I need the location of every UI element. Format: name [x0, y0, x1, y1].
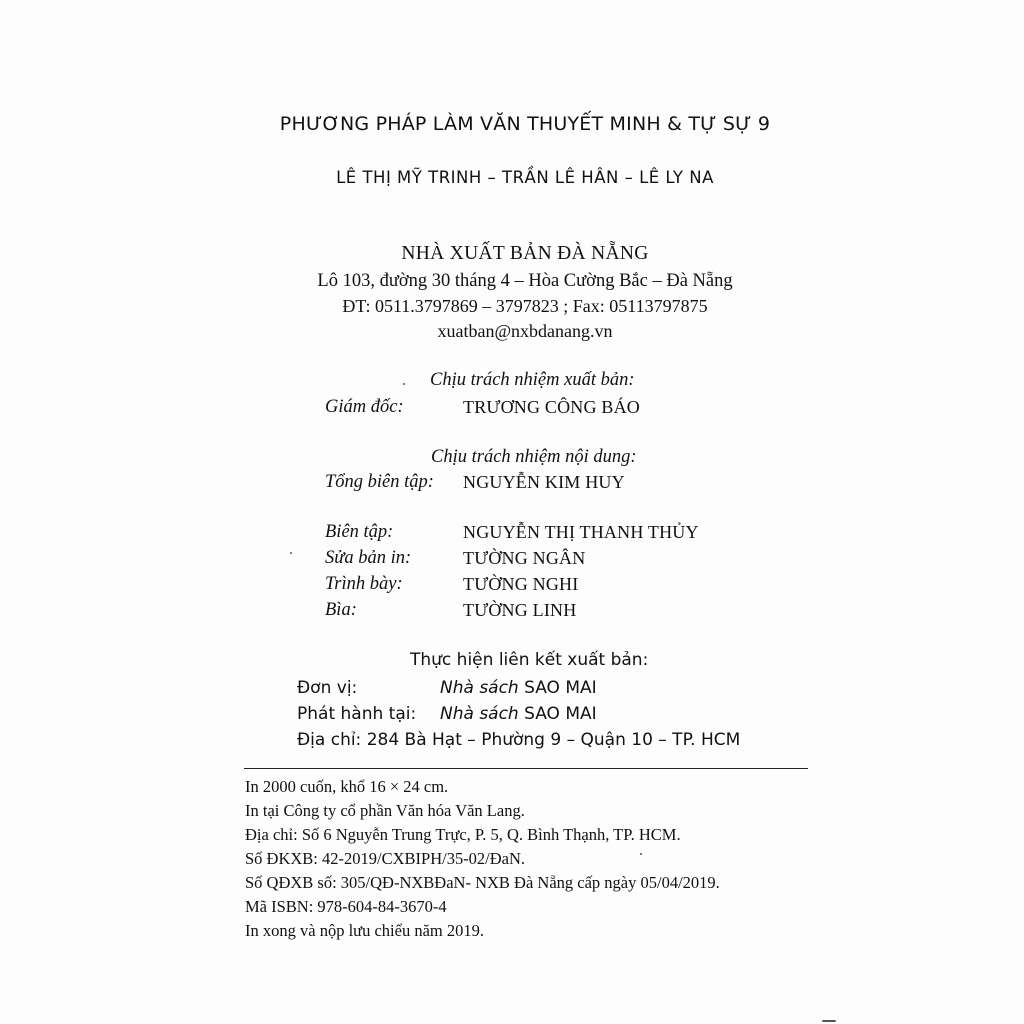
- registration-number: Số ĐKXB: 42-2019/CXBIPH/35-02/ĐaN.: [245, 849, 526, 868]
- publisher-phone: ĐT: 0511.3797869 – 3797823 ; Fax: 05113797875: [342, 296, 708, 316]
- section-divider: [244, 768, 808, 769]
- proofreader-label: Sửa bản in:: [325, 548, 412, 568]
- director-label: Giám đốc:: [325, 397, 404, 417]
- isbn: Mã ISBN: 978-604-84-3670-4: [245, 897, 447, 916]
- distributor-label: Phát hành tại:: [297, 704, 417, 724]
- printer-address: Địa chỉ: Số 6 Nguyễn Trung Trực, P. 5, Q. Bình Thạnh, TP. HCM.: [245, 825, 681, 844]
- book-authors: LÊ THỊ MỸ TRINH – TRẦN LÊ HÂN – LÊ LY NA: [336, 168, 714, 187]
- layout-label: Trình bày:: [325, 574, 403, 594]
- chief-editor-label: Tổng biên tập:: [325, 472, 434, 492]
- chief-editor-value: NGUYỄN KIM HUY: [463, 472, 625, 492]
- distributor-value: [440, 706, 597, 723]
- cover-value: TƯỜNG LINH: [463, 600, 577, 620]
- partner-heading: Thực hiện liên kết xuất bản:: [410, 650, 649, 670]
- director-value: TRƯƠNG CÔNG BÁO: [463, 397, 640, 417]
- responsible-publishing-heading: Chịu trách nhiệm xuất bản:: [430, 370, 635, 390]
- legal-deposit: In xong và nộp lưu chiểu năm 2019.: [245, 921, 484, 940]
- unit-value-prefix: Nhà sách: [440, 678, 519, 698]
- print-run: In 2000 cuốn, khổ 16 × 24 cm.: [245, 777, 449, 796]
- partner-address: Địa chỉ: 284 Bà Hạt – Phường 9 – Quận 10 – TP. HCM: [297, 730, 741, 750]
- publisher-name: NHÀ XUẤT BẢN ĐÀ NẴNG: [401, 243, 649, 264]
- publisher-address: Lô 103, đường 30 tháng 4 – Hòa Cường Bắc – Đà Nẵng: [317, 271, 733, 291]
- print-speck: [403, 383, 405, 385]
- printer: In tại Công ty cổ phần Văn hóa Văn Lang.: [245, 801, 525, 820]
- publisher-email: xuatban@nxbdanang.vn: [437, 321, 613, 341]
- decision-number: Số QĐXB số: 305/QĐ-NXBĐaN- NXB Đà Nẵng cấp ngày 05/04/2019.: [245, 873, 720, 892]
- cover-label: Bìa:: [325, 600, 357, 620]
- book-title: PHƯƠNG PHÁP LÀM VĂN THUYẾT MINH & TỰ SỰ 9: [279, 113, 771, 135]
- print-speck: [822, 1020, 836, 1022]
- unit-label: Đơn vị:: [297, 678, 358, 698]
- editor-value: NGUYỄN THỊ THANH THỦY: [463, 522, 699, 542]
- print-speck: [290, 552, 292, 554]
- distributor-value-prefix: Nhà sách: [440, 704, 519, 724]
- unit-value: [440, 680, 597, 697]
- print-speck: [640, 853, 642, 855]
- responsible-content-heading: Chịu trách nhiệm nội dung:: [431, 447, 637, 467]
- editor-label: Biên tập:: [325, 522, 394, 542]
- unit-value-name: SAO MAI: [524, 678, 597, 698]
- layout-value: TƯỜNG NGHI: [463, 574, 579, 594]
- proofreader-value: TƯỜNG NGÂN: [463, 548, 586, 568]
- distributor-value-name: SAO MAI: [524, 704, 597, 724]
